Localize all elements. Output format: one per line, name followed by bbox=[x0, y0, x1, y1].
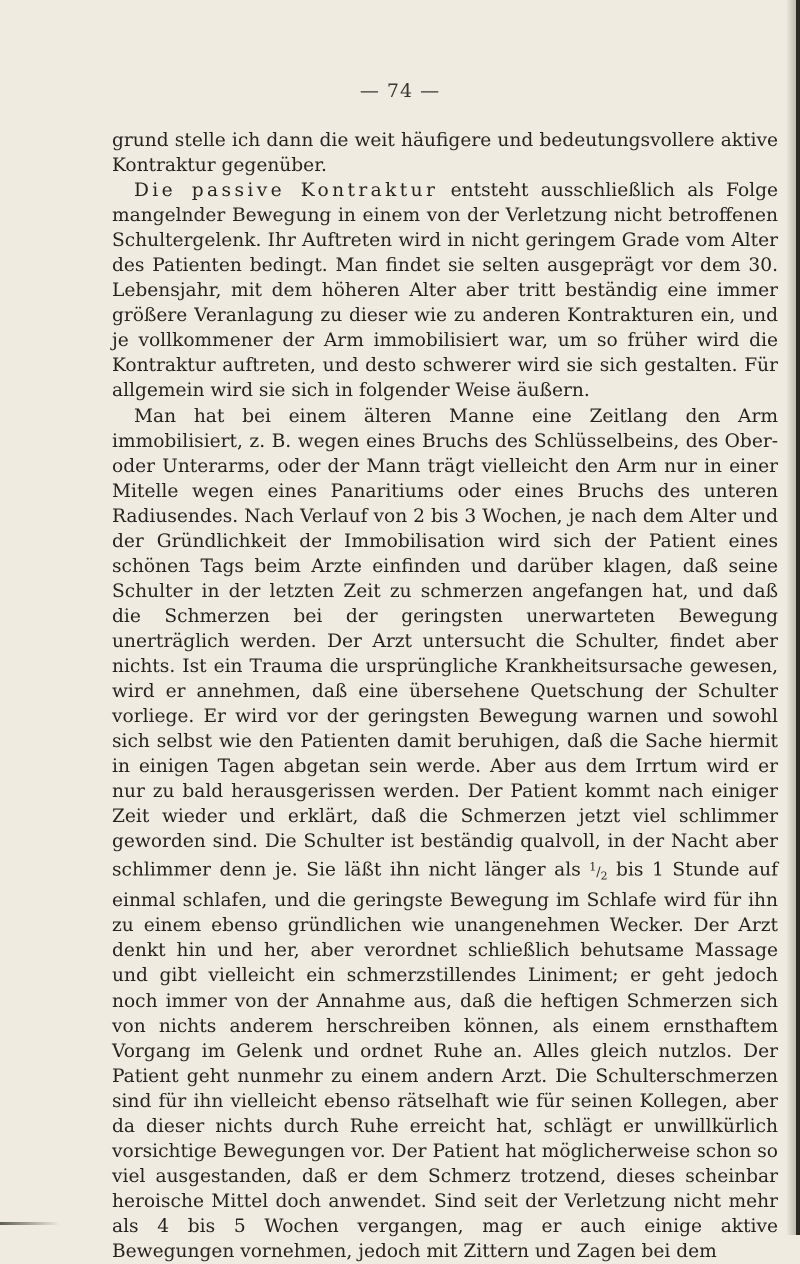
page-edge-border bbox=[796, 0, 800, 1235]
paragraph-text-part-2: bis 1 Stunde auf einmal schlafen, und die geringste Bewegung im Schlafe wird für ihn zu einem ebenso gründlichen wie unangenehmen Wecker. Der Arzt denkt hin und her, aber verordnet schließlich behutsame Massage und gibt vielleicht ein schmerzstillendes Liniment; er geht jedoch noch immer von der Annahme aus, daß die heftigen Schmerzen sich von nichts anderem herschreiben können, als einem ernsthaftem Vorgang im Gelenk und ordnet Ruhe an. Alles gleich nutzlos. Der Patient geht nunmehr zu einem andern Arzt. Die Schulterschmerzen sind für ihn vielleicht ebenso rätselhaft wie für seinen Kollegen, aber da dieser nichts durch Ruhe erreicht hat, schlägt er unwillkürlich vorsichtige Bewegungen vor. Der Patient hat möglicherweise schon so viel ausgestanden, daß er dem Schmerz trotzend, dieses scheinbar heroische Mittel doch anwendet. Sind seit der Verletzung nicht mehr als 4 bis 5 Wochen vergangen, mag er auch einige aktive Bewegungen vornehmen, jedoch mit Zittern und Zagen bei dem bbox=[112, 859, 778, 1262]
page-number: — 74 — bbox=[359, 80, 441, 102]
paragraph-passive-contracture bbox=[112, 178, 778, 403]
paragraph-continued: grund stelle ich dann die weit häufigere und bedeutungsvollere aktive Kontraktur gegenüber. bbox=[112, 130, 778, 177]
body-text bbox=[112, 128, 778, 1264]
fraction-numerator: 1 bbox=[589, 860, 597, 874]
scan-artifact-mark bbox=[0, 1222, 60, 1225]
fraction-half: $^1/_2$ bbox=[589, 860, 608, 883]
paragraph-case-description bbox=[112, 404, 778, 1264]
paragraph-text-part-1: Man hat bei einem älteren Manne eine Zeitlang den Arm immobilisiert, z. B. wegen eines Bruchs des Schlüsselbeins, des Ober- oder Unterarms, oder der Mann trägt vielleicht den Arm nur in einer Mitelle wegen eines Panaritiums oder eines Bruchs des unteren Radiusendes. Nach Verlauf von 2 bis 3 Wochen, je nach dem Alter und der Gründlichkeit der Immobilisation wird sich der Patient eines schönen Tags beim Arzte einfinden und darüber klagen, daß seine Schulter in der letzten Zeit zu schmerzen angefangen hat, und daß die Schmerzen bei der geringsten unerwarteten Bewegung unerträglich werden. Der Arzt untersucht die Schulter, findet aber nichts. Ist ein Trauma die ursprüngliche Krankheitsursache gewesen, wird er annehmen, daß eine übersehene Quetschung der Schulter vorliege. Er wird vor der geringsten Bewegung warnen und sowohl sich selbst wie den Patienten damit beruhigen, daß die Sache hiermit in einigen Tagen abgetan sein werde. Aber aus dem Irrtum wird er nur zu bald herausgerissen werden. Der Patient kommt nach einiger Zeit wieder und erklärt, daß die Schmerzen jetzt viel schlimmer geworden sind. Die Schulter ist beständig qualvoll, in der Nacht aber schlimmer denn je. Sie läßt ihn nicht länger als bbox=[112, 405, 778, 881]
term-passive-contracture: Die passive Kontraktur bbox=[134, 180, 439, 202]
fraction-denominator: 2 bbox=[600, 869, 608, 883]
paragraph-text: entsteht ausschließlich als Folge mangelnder Bewegung in einem von der Verletzung nicht betroffenen Schultergelenk. Ihr Auftreten wird in nicht geringem Grade vom Alter des Patienten bedingt. Man findet sie selten ausgeprägt vor dem 30. Lebensjahr, mit dem höheren Alter aber tritt beständig eine immer größere Veranlagung zu dieser wie zu anderen Kontrakturen ein, und je vollkommener der Arm immobilisiert war, um so früher wird die Kontraktur auftreten, und desto schwerer wird sie sich gestalten. Für allgemein wird sie sich in folgender Weise äußern. bbox=[112, 180, 778, 402]
